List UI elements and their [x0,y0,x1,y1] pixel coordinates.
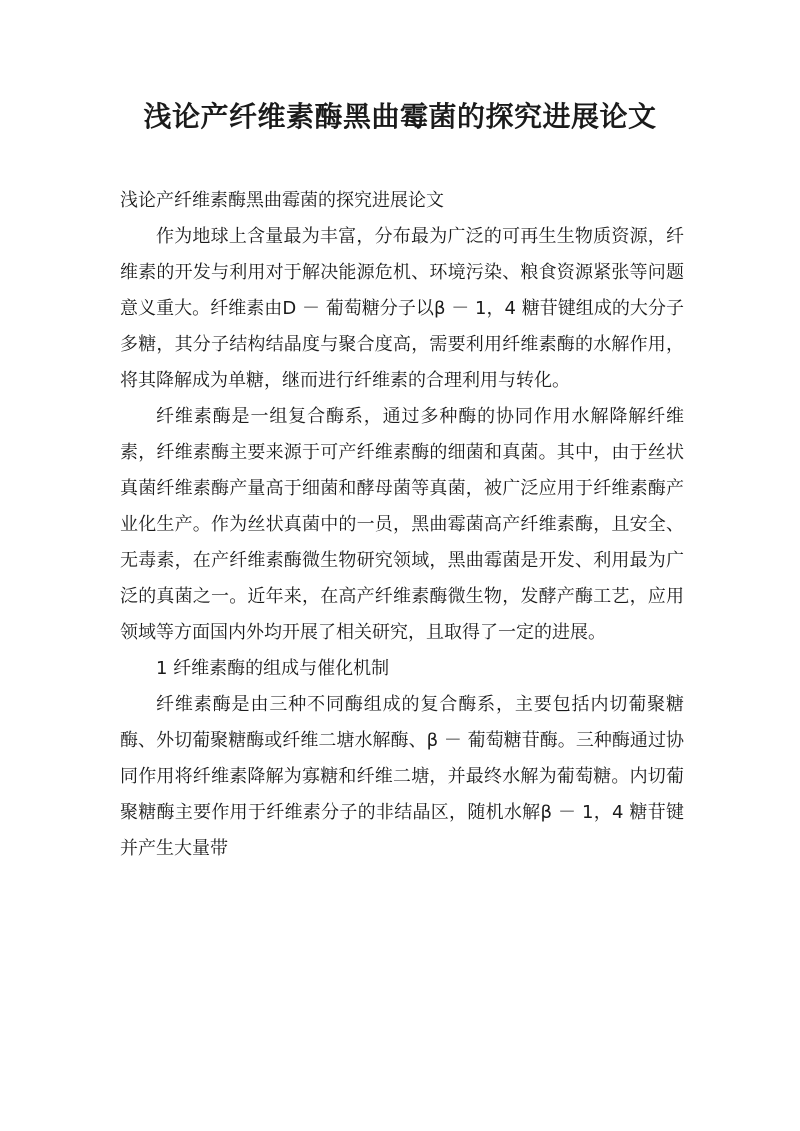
body-paragraph: 纤维素酶是由三种不同酶组成的复合酶系，主要包括内切葡聚糖酶、外切葡聚糖酶或纤维二塘水解酶、β － 葡萄糖苷酶。三种酶通过协同作用将纤维素降解为寡糖和纤维二塘，并最终水解为葡萄糖。内切葡聚糖酶主要作用于纤维素分子的非结晶区，随机水解β － 1，4 糖苷键并产生大量带 [120,694,684,859]
document-body [120,183,684,867]
document-title: 浅论产纤维素酶黑曲霉菌的探究进展论文 [143,100,657,133]
document-subtitle: 浅论产纤维素酶黑曲霉菌的探究进展论文 [120,190,444,211]
section-heading: 1 纤维素酶的组成与催化机制 [156,658,390,679]
body-paragraph: 纤维素酶是一组复合酶系，通过多种酶的协同作用水解降解纤维素，纤维素酶主要来源于可产纤维素酶的细菌和真菌。其中，由于丝状真菌纤维素酶产量高于细菌和酵母菌等真菌，被广泛应用于纤维素酶产业化生产。作为丝状真菌中的一员，黑曲霉菌高产纤维素酶，且安全、无毒素，在产纤维素酶微生物研究领域，黑曲霉菌是开发、利用最为广泛的真菌之一。近年来，在高产纤维素酶微生物，发酵产酶工艺，应用领域等方面国内外均开展了相关研究，且取得了一定的进展。 [120,406,684,643]
body-paragraph: 作为地球上含量最为丰富，分布最为广泛的可再生生物质资源，纤维素的开发与利用对于解决能源危机、环境污染、粮食资源紧张等问题意义重大。纤维素由D － 葡萄糖分子以β － 1，4 糖苷键组成的大分子多糖，其分子结构结晶度与聚合度高，需要利用纤维素酶的水解作用，将其降解成为单糖，继而进行纤维素的合理利用与转化。 [120,226,684,391]
